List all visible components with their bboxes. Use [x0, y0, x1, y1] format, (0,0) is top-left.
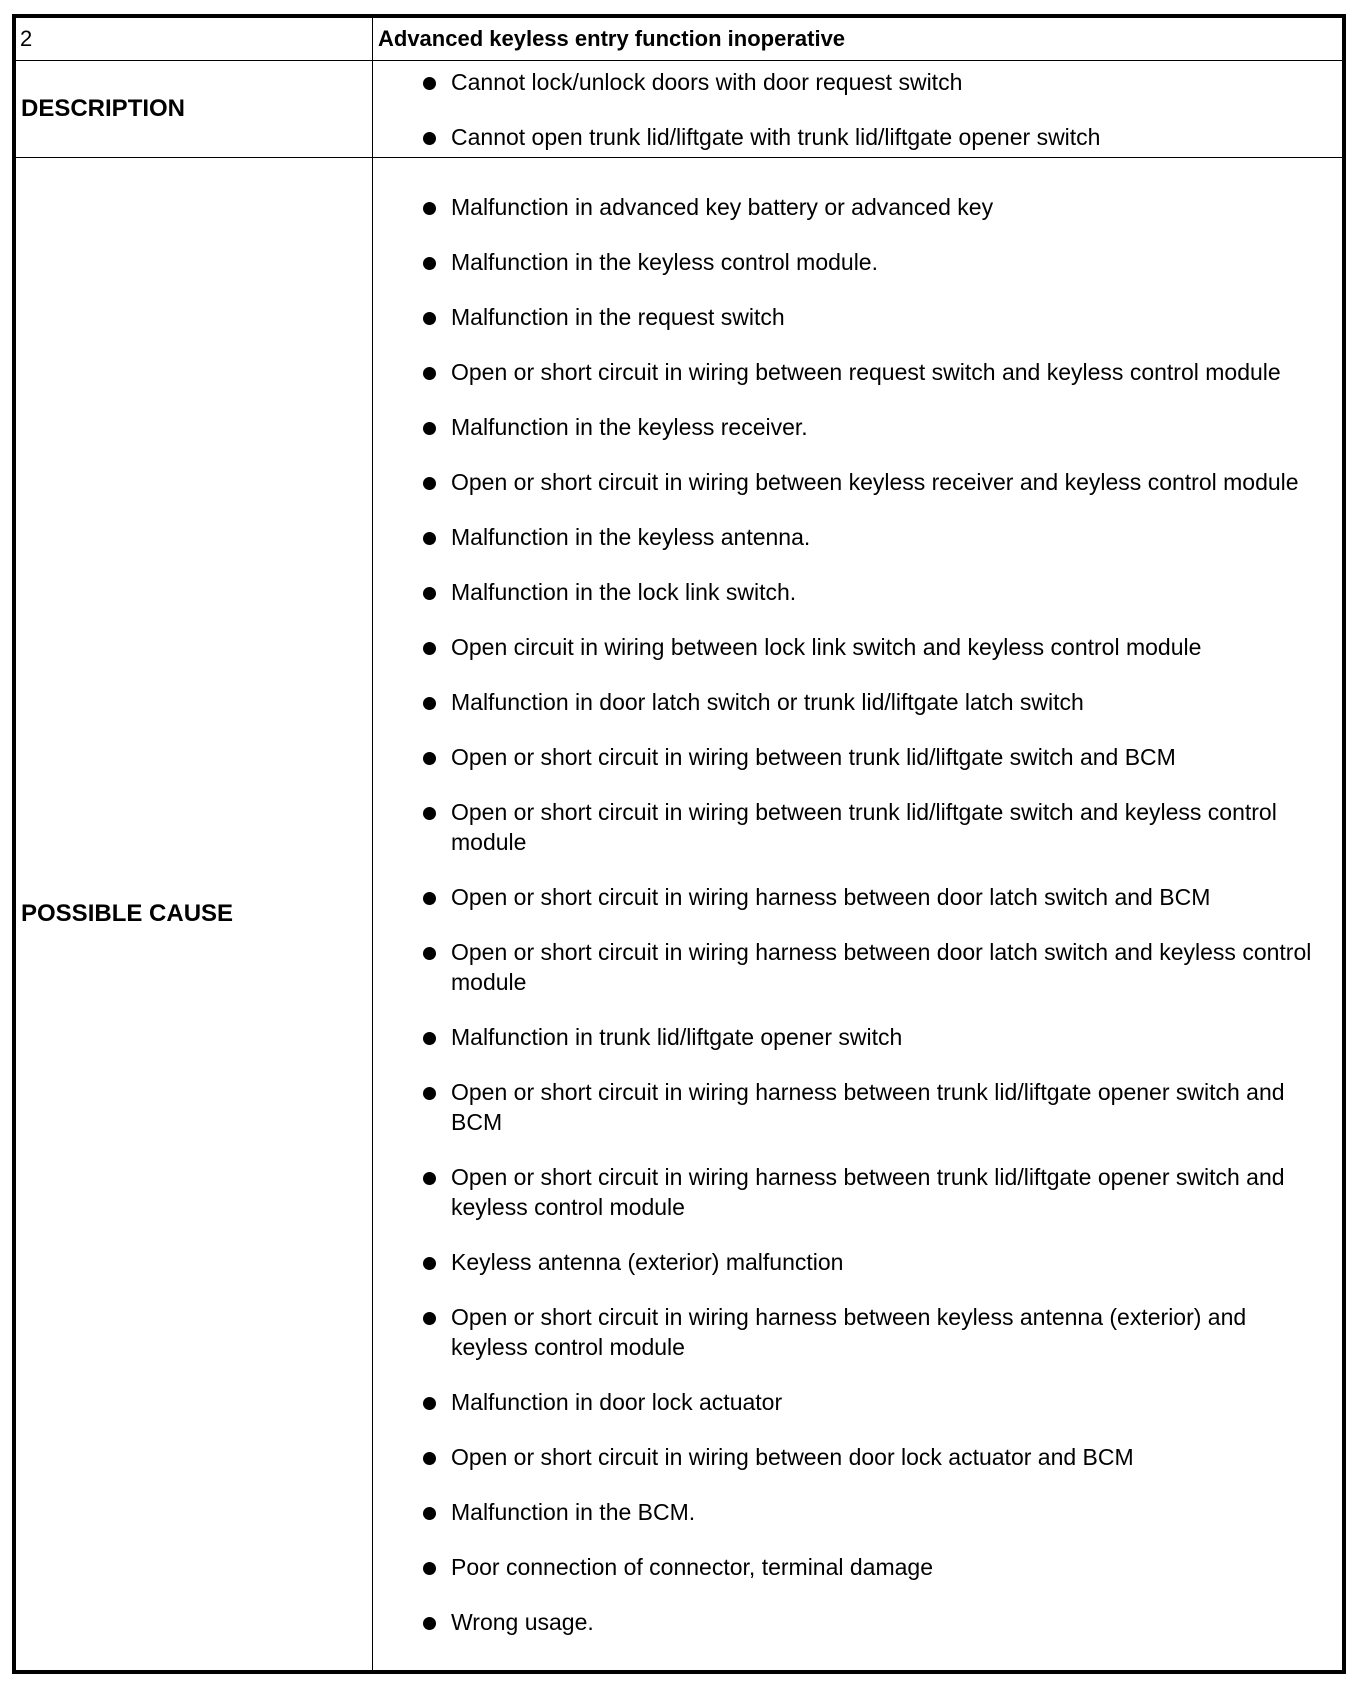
- description-item-text: Cannot open trunk lid/liftgate with trunk lid/liftgate opener switch: [451, 123, 1101, 150]
- bullet-icon: [423, 1617, 436, 1630]
- possible-cause-list: [373, 192, 1342, 1637]
- possible-cause-item: [373, 412, 1312, 442]
- bullet-icon: [423, 257, 436, 270]
- possible-cause-item-text: Open or short circuit in wiring harness between door latch switch and keyless control module: [451, 938, 1312, 995]
- bullet-icon: [423, 1032, 436, 1045]
- possible-cause-item-text: Keyless antenna (exterior) malfunction: [451, 1248, 844, 1275]
- header-row: [16, 18, 1343, 61]
- possible-cause-item: [373, 687, 1312, 717]
- row-number: 2: [16, 18, 373, 61]
- possible-cause-item-text: Malfunction in advanced key battery or advanced key: [451, 193, 994, 220]
- bullet-icon: [423, 892, 436, 905]
- bullet-icon: [423, 532, 436, 545]
- bullet-icon: [423, 1257, 436, 1270]
- bullet-icon: [423, 1087, 436, 1100]
- possible-cause-item-text: Open circuit in wiring between lock link switch and keyless control module: [451, 633, 1202, 660]
- bullet-icon: [423, 1397, 436, 1410]
- bullet-icon: [423, 587, 436, 600]
- possible-cause-item-text: Malfunction in the keyless receiver.: [451, 413, 808, 440]
- description-item-text: Cannot lock/unlock doors with door request switch: [451, 68, 963, 95]
- possible-cause-item-text: Open or short circuit in wiring harness between trunk lid/liftgate opener switch and BCM: [451, 1078, 1285, 1135]
- possible-cause-item: [373, 1247, 1312, 1277]
- possible-cause-item: [373, 1607, 1312, 1637]
- possible-cause-row: [16, 158, 1343, 1671]
- possible-cause-item: [373, 192, 1312, 222]
- bullet-icon: [423, 132, 436, 145]
- possible-cause-item: [373, 467, 1312, 497]
- possible-cause-item-text: Malfunction in the keyless control module.: [451, 248, 878, 275]
- bullet-icon: [423, 77, 436, 90]
- bullet-icon: [423, 947, 436, 960]
- possible-cause-item-text: Malfunction in the request switch: [451, 303, 785, 330]
- possible-cause-item-text: Malfunction in door lock actuator: [451, 1388, 783, 1415]
- possible-cause-item: [373, 742, 1312, 772]
- bullet-icon: [423, 367, 436, 380]
- possible-cause-item: [373, 882, 1312, 912]
- possible-cause-item: [373, 1387, 1312, 1417]
- possible-cause-item: [373, 1552, 1312, 1582]
- bullet-icon: [423, 1172, 436, 1185]
- description-item: [373, 67, 1312, 97]
- bullet-icon: [423, 1312, 436, 1325]
- bullet-icon: [423, 752, 436, 765]
- bullet-icon: [423, 202, 436, 215]
- possible-cause-item-text: Malfunction in door latch switch or trunk lid/liftgate latch switch: [451, 688, 1084, 715]
- possible-cause-item-text: Open or short circuit in wiring between trunk lid/liftgate switch and BCM: [451, 743, 1176, 770]
- possible-cause-item-text: Malfunction in the lock link switch.: [451, 578, 797, 605]
- bullet-icon: [423, 1562, 436, 1575]
- possible-cause-item: [373, 1442, 1312, 1472]
- bullet-icon: [423, 1452, 436, 1465]
- description-list: [373, 67, 1342, 152]
- bullet-icon: [423, 697, 436, 710]
- possible-cause-cell: [373, 158, 1343, 1671]
- possible-cause-item: [373, 357, 1312, 387]
- troubleshooting-grid: [15, 17, 1343, 1671]
- possible-cause-item-text: Open or short circuit in wiring harness between trunk lid/liftgate opener switch and keyless control module: [451, 1163, 1285, 1220]
- possible-cause-item-text: Open or short circuit in wiring harness between keyless antenna (exterior) and keyless control module: [451, 1303, 1247, 1360]
- possible-cause-item-text: Poor connection of connector, terminal damage: [451, 1553, 934, 1580]
- possible-cause-item-text: Open or short circuit in wiring between keyless receiver and keyless control module: [451, 468, 1299, 495]
- possible-cause-item: [373, 522, 1312, 552]
- possible-cause-item: [373, 247, 1312, 277]
- troubleshooting-table: [12, 14, 1346, 1674]
- description-cell: [373, 61, 1343, 158]
- possible-cause-item: [373, 1162, 1312, 1222]
- possible-cause-item: [373, 1302, 1312, 1362]
- bullet-icon: [423, 807, 436, 820]
- possible-cause-item-text: Open or short circuit in wiring between door lock actuator and BCM: [451, 1443, 1134, 1470]
- possible-cause-item: [373, 1497, 1312, 1527]
- bullet-icon: [423, 642, 436, 655]
- description-item: [373, 122, 1312, 152]
- possible-cause-item: [373, 1022, 1312, 1052]
- possible-cause-item-text: Open or short circuit in wiring between request switch and keyless control module: [451, 358, 1281, 385]
- possible-cause-item: [373, 577, 1312, 607]
- possible-cause-item-text: Wrong usage.: [451, 1608, 594, 1635]
- possible-cause-item: [373, 302, 1312, 332]
- bullet-icon: [423, 1507, 436, 1520]
- possible-cause-item-text: Open or short circuit in wiring between trunk lid/liftgate switch and keyless control module: [451, 798, 1277, 855]
- possible-cause-item: [373, 797, 1312, 857]
- possible-cause-label: POSSIBLE CAUSE: [16, 158, 373, 1671]
- bullet-icon: [423, 477, 436, 490]
- possible-cause-item-text: Malfunction in trunk lid/liftgate opener switch: [451, 1023, 903, 1050]
- bullet-icon: [423, 312, 436, 325]
- description-row: [16, 61, 1343, 158]
- description-label: DESCRIPTION: [16, 61, 373, 158]
- possible-cause-item: [373, 632, 1312, 662]
- possible-cause-item-text: Malfunction in the BCM.: [451, 1498, 696, 1525]
- possible-cause-item: [373, 1077, 1312, 1137]
- possible-cause-item: [373, 937, 1312, 997]
- possible-cause-item-text: Open or short circuit in wiring harness between door latch switch and BCM: [451, 883, 1211, 910]
- bullet-icon: [423, 422, 436, 435]
- possible-cause-item-text: Malfunction in the keyless antenna.: [451, 523, 811, 550]
- symptom-title: Advanced keyless entry function inoperative: [373, 18, 1343, 61]
